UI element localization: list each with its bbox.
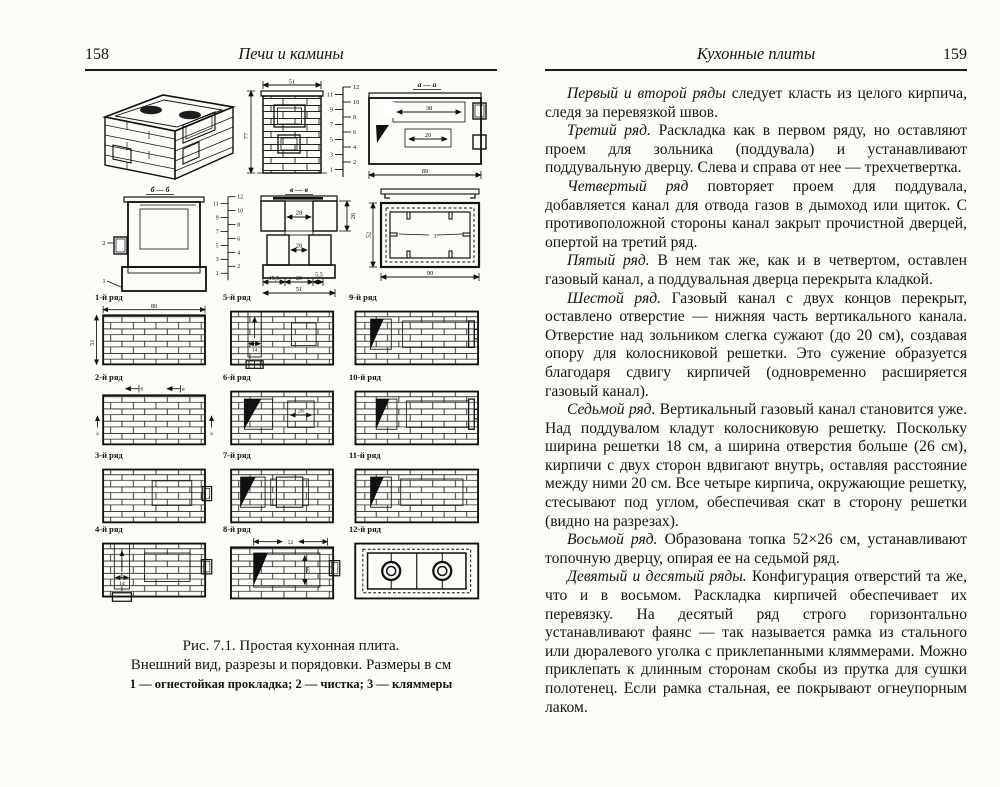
paragraph-rows-1-2: Первый и второй ряды следует класть из целого кирпича, следя за перевязкой швов. xyxy=(545,85,967,121)
svg-text:14: 14 xyxy=(251,347,258,354)
course-plan-row-7: 7-й ряд xyxy=(221,451,345,533)
left-page-header xyxy=(85,44,497,66)
right-page-header xyxy=(545,44,967,66)
svg-text:3: 3 xyxy=(433,233,437,240)
svg-text:3: 3 xyxy=(329,151,333,159)
svg-text:9: 9 xyxy=(215,215,219,222)
svg-text:3: 3 xyxy=(215,257,219,264)
svg-text:10: 10 xyxy=(353,99,360,106)
paragraph-row-4: Четвертый ряд повторяет проем для поддувала, добавляется канал для отвода газов в дымоход или щиток. С противоположной стороны канал закрыт прочистной дверцей, опертой на третий ряд. xyxy=(545,177,967,251)
svg-text:20: 20 xyxy=(295,242,303,250)
caption-legend: 1 — огнестойкая прокладка; 2 — чистка; 3 — кляммеры xyxy=(129,677,453,691)
svg-text:а: а xyxy=(96,430,99,437)
svg-text:12: 12 xyxy=(353,84,360,91)
side-door xyxy=(113,145,131,163)
svg-text:20: 20 xyxy=(298,408,304,415)
svg-text:90: 90 xyxy=(426,270,434,277)
paragraph-rows-9-10: Девятый и десятый ряды. Конфигурация отверстий та же, что и в восьмом. Раскладка кирпичей обеспечивает их перевязку. На десятый ряд строго горизонтально устанавливают фаянс — так называется рамка из стального или дюралевого уголка с приклепанными кляммерами. Можно приклепать к длинным сторонам скобы из прутка для сушки полотенец. Если рамка стальная, ее покрывают огнеупорным лаком. xyxy=(545,568,967,716)
svg-text:6: 6 xyxy=(237,236,241,243)
figure-front-elevation xyxy=(241,79,336,184)
svg-text:б — б: б — б xyxy=(150,185,170,194)
paragraph-row-3: Третий ряд. Раскладка как в первом ряду, но оставляют проем для зольника (поддувала) и устанавливают поддувальную дверцу. Слева и справа от нее — трехчетвертка. xyxy=(545,122,967,177)
paragraph-row-6: Шестой ряд. Газовый канал с двух концов перекрыт, оставлено отверстие — нижняя часть вертикального канала. Отверстие над зольником слегка сужают (до 20 см), создавая опору для колосниковой решетки. Это сужение образуется благодаря сдвигу кирпичей (одновременно расширяется газовый канал). xyxy=(545,289,967,400)
svg-text:10: 10 xyxy=(237,208,244,215)
clamps xyxy=(390,212,470,258)
caption-line-1: Рис. 7.1. Простая кухонная плита. xyxy=(182,638,400,654)
burner-right xyxy=(179,111,201,119)
svg-text:52: 52 xyxy=(287,540,294,547)
course-plan-row-6: 6-й ряд 20 xyxy=(221,373,345,455)
svg-text:51: 51 xyxy=(295,286,303,293)
figure-section-b-b xyxy=(100,183,218,301)
svg-text:52: 52 xyxy=(365,231,373,239)
figure-row-scale-2 xyxy=(213,187,244,289)
left-header-rule xyxy=(85,69,497,71)
svg-text:9: 9 xyxy=(329,106,333,114)
svg-text:89: 89 xyxy=(421,168,429,175)
page-right xyxy=(545,44,967,717)
left-running-title: Печи и камины xyxy=(238,44,344,63)
figure-top-plan xyxy=(367,187,493,287)
svg-text:11: 11 xyxy=(213,201,219,208)
caption-line-2: Внешний вид, разрезы и порядовки. Размеры в см xyxy=(130,657,452,673)
svg-text:8: 8 xyxy=(353,114,357,121)
svg-text:15,5: 15,5 xyxy=(268,276,280,282)
course-plan-row-3: 3-й ряд xyxy=(93,451,217,533)
svg-text:14: 14 xyxy=(119,581,125,588)
course-plan-row-9: 9-й ряд xyxy=(347,293,495,375)
svg-text:51: 51 xyxy=(90,339,97,346)
svg-text:4: 4 xyxy=(237,250,241,257)
paragraph-row-7: Седьмой ряд. Вертикальный газовый канал становится уже. Над поддувалом кладут колосниковую решетку. Поскольку ширина решетки 18 см, а ширина отверстия больше (26 см), кирпичи с двух сторон вдвигают внутрь, оставляя расстояние между ними 20 см. Все четыре кирпича, окружающие решетку, стесывают под углом, обеспечивая скат в сторону решетки (видно на разрезах). xyxy=(545,401,967,530)
course-plan-row-11: 11-й ряд xyxy=(347,451,495,533)
svg-text:12: 12 xyxy=(237,194,244,201)
figure-caption xyxy=(85,637,497,694)
course-plan-row-1: 1-й ряд 89 51 xyxy=(93,293,217,375)
paragraph-row-8: Восьмой ряд. Образована топка 52×26 см, устанавливают топочную дверцу, опирая ее на седьмой ряд. xyxy=(545,531,967,567)
course-plan-row-2: 2-й ряд б в а а xyxy=(93,373,217,455)
right-page-number: 159 xyxy=(943,46,967,63)
svg-text:26: 26 xyxy=(350,212,357,220)
burner-ring-right xyxy=(433,562,451,580)
lower-door-front xyxy=(183,142,199,164)
svg-text:6: 6 xyxy=(353,129,357,136)
svg-text:в: в xyxy=(181,386,185,393)
svg-text:а — а: а — а xyxy=(417,80,437,89)
course-plan-row-10: 10-й ряд xyxy=(347,373,495,455)
svg-text:26: 26 xyxy=(305,567,312,573)
svg-text:1: 1 xyxy=(215,271,219,278)
svg-text:5: 5 xyxy=(329,136,333,144)
figure-perspective-view xyxy=(91,83,243,183)
svg-text:а: а xyxy=(210,430,213,437)
burner-left xyxy=(140,106,162,114)
svg-text:20: 20 xyxy=(296,276,302,282)
right-header-rule xyxy=(545,69,967,71)
page-left xyxy=(85,44,497,694)
course-plan-row-8: 8-й ряд 52 26 xyxy=(221,525,345,611)
svg-text:51: 51 xyxy=(288,78,296,86)
course-plan-row-4: 4-й ряд 14 xyxy=(93,525,217,611)
figure-section-v-v xyxy=(243,183,369,301)
svg-text:77: 77 xyxy=(243,132,250,140)
svg-text:б: б xyxy=(140,386,144,393)
svg-text:89: 89 xyxy=(151,304,158,311)
course-plan-row-5: 5-й ряд 14 xyxy=(221,293,345,379)
figure-7-1 xyxy=(85,75,497,627)
svg-text:5,5: 5,5 xyxy=(315,272,323,279)
svg-text:38: 38 xyxy=(425,105,433,112)
svg-text:8: 8 xyxy=(237,222,241,229)
svg-text:11: 11 xyxy=(326,91,333,99)
svg-text:4: 4 xyxy=(353,144,357,151)
figure-section-a-a xyxy=(363,79,491,184)
svg-text:7: 7 xyxy=(215,229,219,236)
svg-text:20: 20 xyxy=(424,132,432,139)
right-running-title: Кухонные плиты xyxy=(696,44,816,63)
svg-text:1: 1 xyxy=(329,166,333,174)
svg-text:2: 2 xyxy=(237,264,241,271)
svg-text:2: 2 xyxy=(353,159,357,166)
burner-ring-left xyxy=(382,562,400,580)
svg-text:1: 1 xyxy=(102,278,106,285)
body-text xyxy=(545,85,967,717)
paragraph-row-5: Пятый ряд. В нем так же, как и в четвертом, оставлен газовый канал, а поддувальная дверца перекрыта кладкой. xyxy=(545,252,967,288)
course-plan-row-12: 12-й ряд xyxy=(347,525,495,611)
left-page-number: 158 xyxy=(85,46,109,63)
svg-text:5: 5 xyxy=(215,243,219,250)
figure-row-scale-1 xyxy=(326,79,360,184)
svg-text:28: 28 xyxy=(295,209,303,217)
svg-text:2: 2 xyxy=(102,240,106,247)
svg-text:в — в: в — в xyxy=(290,185,308,194)
svg-text:7: 7 xyxy=(329,121,333,129)
angle-frame-profile xyxy=(381,189,479,194)
